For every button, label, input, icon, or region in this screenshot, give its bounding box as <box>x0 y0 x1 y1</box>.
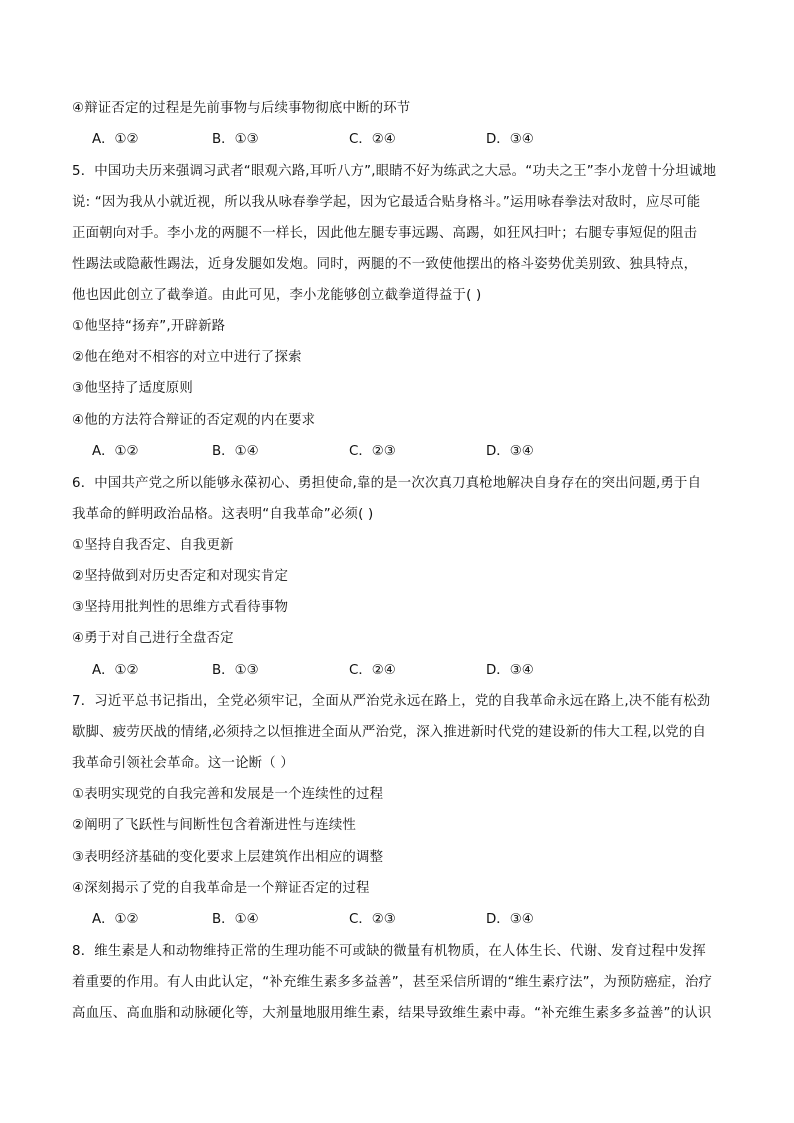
q7-options <box>92 911 712 929</box>
q5-stem-line-3: 正面朝向对手。李小龙的两腿不一样长，因此他左腿专事远踢、高踢，如狂风扫叶；右腿专事短促的阻击 <box>72 226 698 241</box>
option-c: C．②③ <box>349 444 396 459</box>
q6-stem-line-2: 我革命的鲜明政治品格。这表明“自我革命”必须( ) <box>72 507 374 522</box>
q4-statement-4: ④辩证否定的过程是先前事物与后续事物彻底中断的环节 <box>72 101 411 116</box>
q7-statement-4: ④深刻揭示了党的自我革命是一个辩证否定的过程 <box>72 881 370 896</box>
q6-statement-1: ①坚持自我否定、自我更新 <box>72 538 234 553</box>
q7-stem-line-3: 我革命引领社会革命。这一论断（ ） <box>72 756 294 771</box>
q5-stem-line-4: 性踢法或隐蔽性踢法，近身发腿如发炮。同时，两腿的不一致使他摆出的格斗姿势优美别致、独具特点， <box>72 257 698 272</box>
q8-stem-line-3: 高血压、高血脂和动脉硬化等，大剂量地服用维生素，结果导致维生素中毒。“补充维生素多多益善”的认识 <box>72 1006 712 1021</box>
option-a: A．①② <box>92 912 139 927</box>
option-d: D．③④ <box>486 444 534 459</box>
option-b: B．①③ <box>212 663 259 678</box>
q4-options <box>92 131 712 149</box>
q5-statement-4: ④他的方法符合辩证的否定观的内在要求 <box>72 413 316 428</box>
option-d: D．③④ <box>486 132 534 147</box>
q6-statement-3: ③坚持用批判性的思维方式看待事物 <box>72 600 289 615</box>
option-c: C．②③ <box>349 912 396 927</box>
q5-statement-1: ①他坚持“扬弃”,开辟新路 <box>72 319 226 334</box>
q6-statement-2: ②坚持做到对历史否定和对现实肯定 <box>72 569 289 584</box>
option-b: B．①③ <box>212 132 259 147</box>
q5-statement-3: ③他坚持了适度原则 <box>72 381 193 396</box>
q5-stem-line-2: 说: “因为我从小就近视，所以我从咏春拳学起，因为它最适合贴身格斗。”运用咏春拳法对敌时，应尽可能 <box>72 195 701 210</box>
q7-statement-2: ②阐明了飞跃性与间断性包含着渐进性与连续性 <box>72 818 357 833</box>
option-b: B．①④ <box>212 444 259 459</box>
q7-statement-3: ③表明经济基础的变化要求上层建筑作出相应的调整 <box>72 850 384 865</box>
option-a: A．①② <box>92 132 139 147</box>
option-a: A．①② <box>92 663 139 678</box>
q8-stem-line-1: 8．维生素是人和动物维持正常的生理功能不可或缺的微量有机物质，在人体生长、代谢、发育过程中发挥 <box>72 944 706 959</box>
option-c: C．②④ <box>349 663 396 678</box>
q7-stem-line-1: 7．习近平总书记指出，全党必须牢记，全面从严治党永远在路上，党的自我革命永远在路上,决不能有松劲 <box>72 694 711 709</box>
q5-stem-line-1: 5．中国功夫历来强调习武者“眼观六路,耳听八方”,眼睛不好为练武之大忌。“功夫之王”李小龙曾十分坦诚地 <box>72 164 717 179</box>
q5-options <box>92 443 712 461</box>
q6-stem-line-1: 6．中国共产党之所以能够永葆初心、勇担使命,靠的是一次次真刀真枪地解决自身存在的突出问题,勇于自 <box>72 476 702 491</box>
option-b: B．①④ <box>212 912 259 927</box>
option-d: D．③④ <box>486 912 534 927</box>
q6-options <box>92 662 712 680</box>
option-a: A．①② <box>92 444 139 459</box>
option-c: C．②④ <box>349 132 396 147</box>
q8-stem-line-2: 着重要的作用。有人由此认定，“补充维生素多多益善”，甚至采信所谓的“维生素疗法”，为预防癌症，治疗 <box>72 975 713 990</box>
q5-stem-line-5: 他也因此创立了截拳道。由此可见，李小龙能够创立截拳道得益于( ) <box>72 288 482 303</box>
q7-stem-line-2: 歇脚、疲劳厌战的情绪,必须持之以恒推进全面从严治党，深入推进新时代党的建设新的伟大工程,以党的自 <box>72 725 707 740</box>
q5-statement-2: ②他在绝对不相容的对立中进行了探索 <box>72 350 302 365</box>
q7-statement-1: ①表明实现党的自我完善和发展是一个连续性的过程 <box>72 787 384 802</box>
option-d: D．③④ <box>486 663 534 678</box>
q6-statement-4: ④勇于对自己进行全盘否定 <box>72 631 234 646</box>
